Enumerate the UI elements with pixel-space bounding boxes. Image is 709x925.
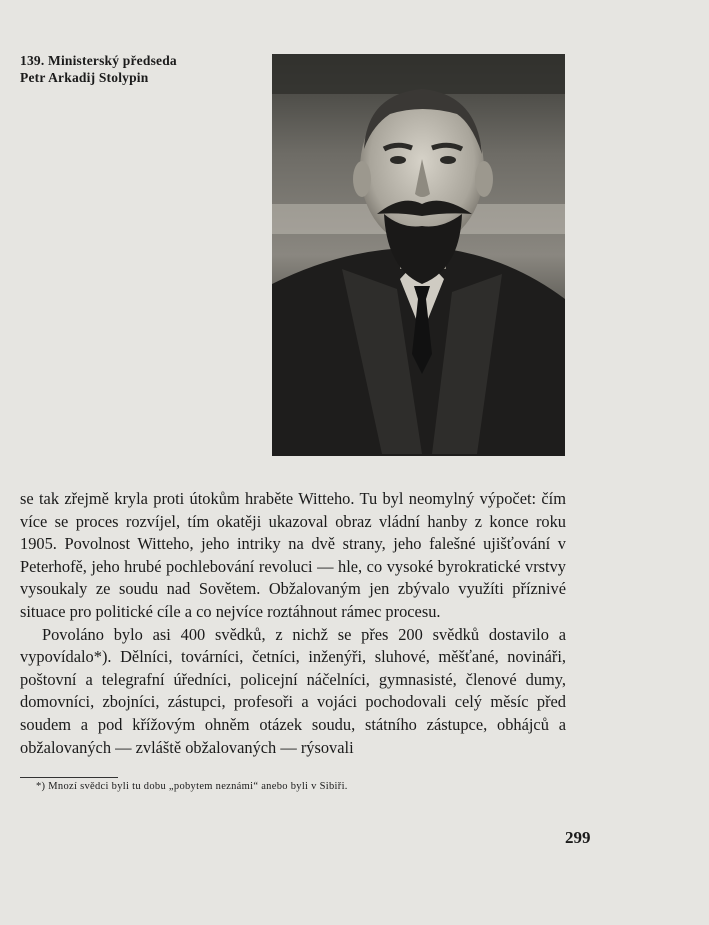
footnote-marker: *) [93, 647, 108, 667]
footnote-divider [20, 777, 118, 778]
paragraph-2-start: Povoláno bylo asi 400 svědků, z nichž se přes 200 svědků dostavilo a vypovídalo [20, 624, 566, 667]
portrait-photo [272, 54, 565, 456]
page-number: 299 [565, 828, 591, 847]
caption-line-2: Petr Arkadij Stolypin [20, 70, 149, 85]
footnote: *) Mnozí svědci byli tu dobu „pobytem neznámi“ anebo byli v Sibiři. [36, 781, 348, 792]
caption-line-1: 139. Ministerský předseda [20, 53, 177, 68]
paragraph-1: se tak zřejmě kryla proti útokům hraběte Witteho. Tu byl neomylný výpočet: čím více se proces rozvíjel, tím okatěji ukazoval obraz vládní hanby z konce roku 1905. Povolnost Witteho, jeho intriky na dvě strany, jeho falešné ujišťování v Peterhofě, jeho hrubé pochlebování revoluci — hle, co vysoké byrokratické vrstvy vysoukaly ze soudu nad Sovětem. Obžalovaným jen zbývalo využíti příznivé situace pro politické cíle a co nejvíce roztáhnout rámec procesu. [20, 489, 566, 621]
portrait-illustration [272, 54, 565, 456]
paragraph-2 [20, 624, 566, 760]
body-text [20, 488, 566, 759]
paragraph-2-rest: . Dělníci, továrníci, četníci, inženýři, sluhové, měšťané, novináři, poštovní a telegrafní úředníci, policejní náčelníci, gymnasisté, členové dumy, domovníci, zbojníci, zástupci, profesoři a vojáci pochodovali celý měsíc před soudem a pod křížovým ohněm otázek soudu, státního zástupce, obhájců a obžalovaných — zvláště obžalovaných — rýsovali [20, 647, 566, 757]
figure-caption [20, 52, 177, 86]
